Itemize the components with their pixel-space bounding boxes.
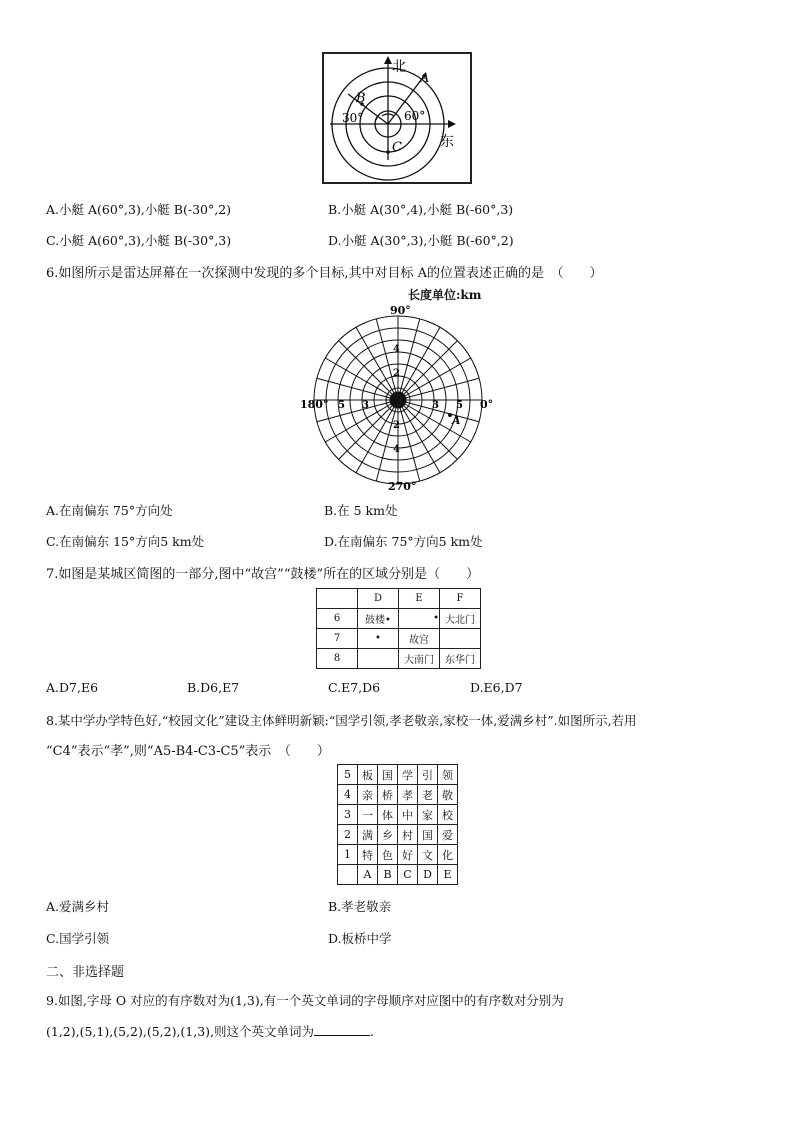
q8-cell: 满 <box>358 825 378 845</box>
q8-question-line2: “C4”表示“孝”,则“A5-B4-C3-C5”表示 （ ） <box>46 744 330 759</box>
q8-col-label: E <box>438 865 458 885</box>
q6-ring-label-up-4: 4 <box>393 344 400 355</box>
q5-point-c-label: C <box>392 140 402 155</box>
q7-cell: 大北门 <box>440 609 481 629</box>
q8-row-label: 4 <box>338 785 358 805</box>
q6-target-a-label: A <box>452 414 461 427</box>
q6-deg90-label: 90° <box>390 304 411 317</box>
q7-cell: 故宫 <box>399 629 440 649</box>
q9-question-line1: 9.如图,字母 O 对应的有序数对为(1,3),有一个英文单词的字母顺序对应图中的有序数对分别为 <box>46 993 564 1008</box>
q7-city-grid <box>316 588 481 669</box>
q7-cell: 东华门 <box>440 649 481 669</box>
q5-figure <box>322 52 472 184</box>
q6-ring-label-left-5: 5 <box>338 400 345 411</box>
q8-cell: 中 <box>398 805 418 825</box>
q8-cell: 村 <box>398 825 418 845</box>
q8-cell: 领 <box>438 765 458 785</box>
q7-row-label: 8 <box>317 649 358 669</box>
q6-question: 6.如图所示是雷达屏幕在一次探测中发现的多个目标,其中对目标 A的位置表述正确的是 （ ） <box>46 266 603 281</box>
q5-angle-60-label: 60° <box>404 109 426 123</box>
q8-row-label: 3 <box>338 805 358 825</box>
radar-spoke <box>398 319 420 400</box>
q9-answer-blank[interactable] <box>314 1023 370 1036</box>
q5-option-a: A.小艇 A(60°,3),小艇 B(-30°,2) <box>46 202 232 217</box>
q8-cell: 化 <box>438 845 458 865</box>
q8-col-label <box>338 865 358 885</box>
q6-radar-figure <box>298 302 498 494</box>
q7-cell: 大南门 <box>399 649 440 669</box>
q7-header-cell: E <box>399 589 440 609</box>
radar-spoke <box>398 378 479 400</box>
q7-cell <box>358 649 399 669</box>
q8-question-line1: 8.某中学办学特色好,“校园文化”建设主体鲜明新颖:“国学引领,孝老敬亲,家校一体,爱满乡村”.如图所示,若用 <box>46 713 637 728</box>
q6-ring-label-right-5: 5 <box>456 400 463 411</box>
q9-question-line2 <box>46 1022 374 1040</box>
q5-angle-30-label: 30° <box>342 111 364 125</box>
q6-option-d: D.在南偏东 75°方向5 km处 <box>324 534 483 549</box>
q8-col-label: B <box>378 865 398 885</box>
q8-cell: 桥 <box>378 785 398 805</box>
radar-center <box>390 392 406 408</box>
q8-cell: 色 <box>378 845 398 865</box>
q6-unit-label: 长度单位:km <box>408 288 482 302</box>
q6-ring-label-down-4: 4 <box>393 444 400 455</box>
q7-header-cell: F <box>440 589 481 609</box>
q7-row-label: 6 <box>317 609 358 629</box>
section-heading-nonchoice: 二、非选择题 <box>46 965 125 980</box>
q6-ring-label-left-3: 3 <box>362 400 369 411</box>
q7-row-label: 7 <box>317 629 358 649</box>
q6-deg180-label: 180° <box>300 398 329 411</box>
q8-cell: 板 <box>358 765 378 785</box>
q8-col-label: A <box>358 865 378 885</box>
q5-option-b: B.小艇 A(30°,4),小艇 B(-60°,3) <box>328 202 514 217</box>
q8-option-b: B.孝老敬亲 <box>328 899 392 914</box>
q8-cell: 敬 <box>438 785 458 805</box>
q7-cell: • <box>358 629 399 649</box>
q6-option-a: A.在南偏东 75°方向处 <box>46 503 173 518</box>
q8-row-label: 2 <box>338 825 358 845</box>
q8-cell: 学 <box>398 765 418 785</box>
q6-target-a-point <box>448 413 452 417</box>
radar-spoke <box>398 400 420 481</box>
q8-option-a: A.爱满乡村 <box>46 899 110 914</box>
q8-row-label: 1 <box>338 845 358 865</box>
q5-east-label: 东 <box>440 134 454 150</box>
q7-city-table <box>316 588 481 669</box>
q6-ring-label-up-2: 2 <box>393 368 400 379</box>
q7-question: 7.如图是某城区简图的一部分,图中“故宫”“鼓楼”所在的区域分别是（ ） <box>46 567 480 582</box>
q8-cell: 国 <box>378 765 398 785</box>
q7-option-b: B.D6,E7 <box>187 680 240 695</box>
q7-cell: 鼓楼• <box>358 609 399 629</box>
q6-ring-label-right-3: 3 <box>432 400 439 411</box>
q8-cell: 校 <box>438 805 458 825</box>
radar-spoke <box>317 378 398 400</box>
q7-cell <box>440 629 481 649</box>
q9-question-text: (1,2),(5,1),(5,2),(5,2),(1,3),则这个英文单词为 <box>46 1024 315 1039</box>
q6-deg0-label: 0° <box>480 398 494 411</box>
q7-cell: • <box>399 609 440 629</box>
q9-period: . <box>370 1024 375 1039</box>
q8-col-label: D <box>418 865 438 885</box>
q8-cell: 一 <box>358 805 378 825</box>
q6-radar-diagram <box>298 302 498 494</box>
q8-cell: 文 <box>418 845 438 865</box>
q6-option-c: C.在南偏东 15°方向5 km处 <box>46 534 205 549</box>
q8-char-grid <box>337 764 458 885</box>
q6-deg270-label: 270° <box>388 480 417 493</box>
q8-cell: 引 <box>418 765 438 785</box>
radar-spoke <box>376 400 398 481</box>
q8-cell: 爱 <box>438 825 458 845</box>
q8-row-label: 5 <box>338 765 358 785</box>
radar-spoke <box>376 319 398 400</box>
q5-point-b-label: B <box>356 91 366 106</box>
q8-col-label: C <box>398 865 418 885</box>
q6-ring-label-down-2: 2 <box>393 420 400 431</box>
q7-header-cell <box>317 589 358 609</box>
q8-cell: 国 <box>418 825 438 845</box>
q8-option-d: D.板桥中学 <box>328 931 392 946</box>
q5-option-d: D.小艇 A(30°,3),小艇 B(-60°,2) <box>328 233 514 248</box>
q8-option-c: C.国学引领 <box>46 931 110 946</box>
radar-spoke <box>317 400 398 422</box>
q8-cell: 乡 <box>378 825 398 845</box>
q8-cell: 特 <box>358 845 378 865</box>
q6-option-b: B.在 5 km处 <box>324 503 398 518</box>
q8-char-table <box>337 764 458 885</box>
q7-header-cell: D <box>358 589 399 609</box>
q7-option-d: D.E6,D7 <box>470 680 523 695</box>
q7-option-a: A.D7,E6 <box>46 680 99 695</box>
q8-cell: 孝 <box>398 785 418 805</box>
q5-point-a-label: A <box>420 71 430 86</box>
q7-option-c: C.E7,D6 <box>328 680 381 695</box>
q8-cell: 老 <box>418 785 438 805</box>
q8-cell: 体 <box>378 805 398 825</box>
q5-option-c: C.小艇 A(60°,3),小艇 B(-30°,3) <box>46 233 232 248</box>
q8-cell: 亲 <box>358 785 378 805</box>
q5-north-label: 北 <box>392 59 406 75</box>
q5-polar-diagram <box>324 54 470 182</box>
q8-cell: 好 <box>398 845 418 865</box>
q8-cell: 家 <box>418 805 438 825</box>
